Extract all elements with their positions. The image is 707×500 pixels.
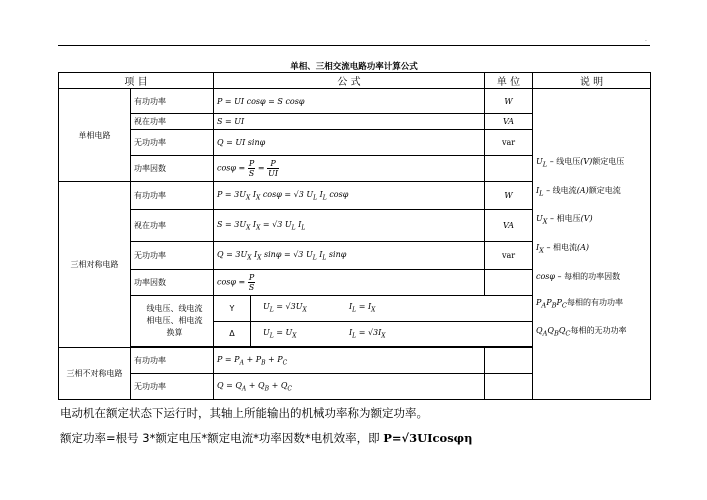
conversion-subtable (214, 296, 532, 346)
unit-cell (485, 374, 533, 400)
header-note: 说 明 (533, 73, 651, 89)
group-three-phase-sym: 三相对称电路 (59, 182, 131, 348)
note-line: $U_X$ – 相电压(V) (536, 214, 593, 226)
fraction: $\frac{P}{S}$ (248, 272, 255, 292)
formula-cell: cosφ = $\frac{P}{S}$ = $\frac{P}{UI}$ (214, 156, 485, 182)
unit-cell: W (485, 182, 533, 210)
unit-cell: VA (485, 114, 533, 130)
delta-current: $I_L = √3I_X$ (349, 327, 386, 340)
row-item: 有功功率 (131, 89, 214, 114)
header-row (59, 73, 651, 89)
unit-cell: var (485, 130, 533, 156)
footer-line-2-text: 额定功率=根号 3*额定电压*额定电流*功率因数*电机效率，即 (60, 431, 384, 445)
page-top-rule (58, 45, 650, 46)
row-item: 功率因数 (131, 156, 214, 182)
group-three-phase-asym: 三相不对称电路 (59, 348, 131, 400)
note-line: $I_L$ – 线电流(A)额定电流 (536, 185, 621, 198)
unit-cell (485, 348, 533, 374)
footer-line-2 (60, 430, 472, 446)
row-item: 无功功率 (131, 242, 214, 270)
delta-voltage: $U_L = U_X$ (263, 327, 297, 340)
fraction: $\frac{P}{UI}$ (268, 158, 278, 178)
note-line: cosφ – 每相的功率因数 (536, 271, 621, 281)
formula-lhs: cosφ = (217, 277, 246, 287)
formula-cell: $P = 3U_X$ $I_X$ cosφ = √3 $U_L$ $I_L$ cosφ (214, 182, 485, 210)
formula-cell: $P = P_A + P_B + P_C$ (214, 348, 485, 374)
formula-cell (214, 270, 485, 296)
header-unit: 单 位 (485, 73, 533, 89)
header-item: 项 目 (59, 73, 214, 89)
note-line: $Q_AQ_BQ_C$每相的无功功率 (536, 326, 627, 338)
note-line: $I_X$ – 相电流(A) (536, 243, 590, 255)
formula-cell: $Q = 3U_X$ $I_X$ sinφ = √3 $U_L$ $I_L$ sinφ (214, 242, 485, 270)
delta-symbol: Δ (214, 321, 251, 346)
unit-cell: W (485, 89, 533, 114)
table-title: 单相、三相交流电路功率计算公式 (290, 62, 418, 72)
footer-line-1: 电动机在额定状态下运行时，其轴上所能输出的机械功率称为额定功率。 (60, 406, 428, 420)
unit-cell (485, 156, 533, 182)
corner-mark: . (645, 36, 647, 43)
conversion-label: 线电压、线电流 相电压、相电流 换算 (131, 296, 214, 347)
header-formula: 公 式 (214, 73, 485, 89)
row-item: 功率因数 (131, 270, 214, 296)
unit-cell: VA (485, 210, 533, 242)
star-current: $I_L = I_X$ (346, 296, 532, 321)
unit-cell (485, 270, 533, 296)
table-row (59, 89, 651, 114)
formula-cell: S = UI (214, 114, 485, 130)
formula-cell: Q = UI sinφ (214, 130, 485, 156)
formula-cell: P = UI cosφ = S cosφ (214, 89, 485, 114)
row-item: 无功功率 (131, 374, 214, 400)
conversion-cell (214, 296, 533, 347)
fraction: $\frac{P}{S}$ (248, 158, 255, 178)
star-symbol: Y (214, 296, 251, 321)
row-item: 有功功率 (131, 348, 214, 374)
unit-cell: var (485, 242, 533, 270)
row-item: 有功功率 (131, 182, 214, 210)
formula-cell: $S = 3U_X$ $I_X = √3$ $U_L$ $I_L$ (214, 210, 485, 242)
power-formula-table (58, 72, 651, 400)
footer-formula: P=√3UIcosφη (383, 431, 473, 445)
star-voltage: $U_L = √3U_X$ (251, 296, 347, 321)
notes-cell (533, 89, 651, 400)
row-item: 视在功率 (131, 210, 214, 242)
row-item: 无功功率 (131, 130, 214, 156)
row-item: 视在功率 (131, 114, 214, 130)
note-line: $P_AP_BP_C$每相的有功功率 (536, 297, 623, 310)
note-line: $U_L$ – 线电压(V)额定电压 (536, 157, 625, 169)
formula-lhs: cosφ = (217, 163, 246, 173)
group-single-phase: 单相电路 (59, 89, 131, 182)
formula-cell: $Q = Q_A + Q_B + Q_C$ (214, 374, 485, 400)
